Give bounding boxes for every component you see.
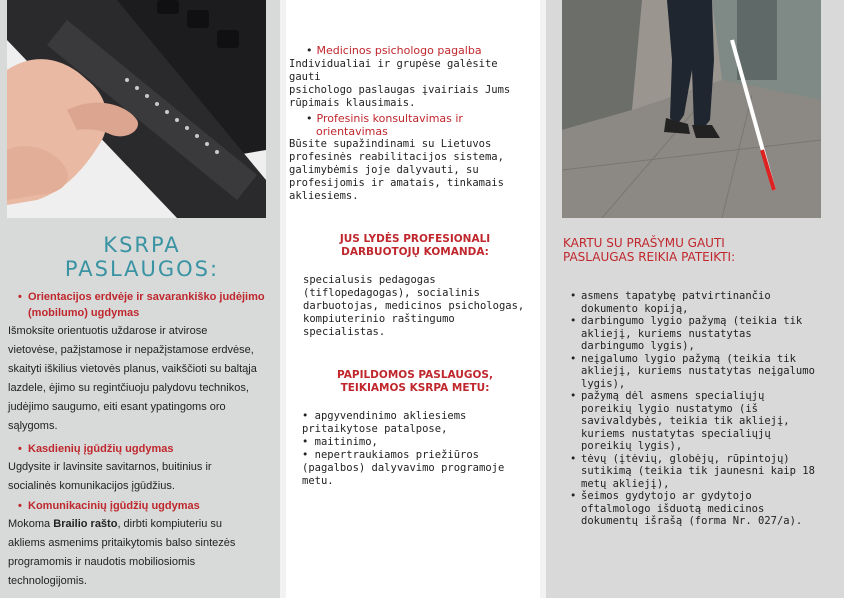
list-item: • asmens tapatybę patvirtinančio dokumento kopiją, bbox=[567, 290, 835, 315]
text-line: poreikių lygio nustatymo (iš bbox=[581, 402, 759, 415]
additional-services-heading-line2: TEIKIAMOS KSRPA METU: bbox=[340, 382, 490, 394]
text-line: vietovėse, pažįstamose ir nepažįstamose erdvėse, bbox=[8, 344, 254, 356]
service-communication-text bbox=[8, 515, 280, 591]
fold-gutter-left bbox=[280, 0, 286, 598]
list-item: • maitinimo, bbox=[302, 436, 378, 448]
text-line: akliesiems. bbox=[289, 190, 359, 202]
text-line: savivaldybės, teikia tik akliejį, bbox=[581, 415, 790, 427]
text-line: dokumentų išrašą (forma Nr. 027/a). bbox=[581, 515, 803, 527]
list-item: • pažymą dėl asmens specialiųjų poreikių lygio nustatymo (iš savivaldybės, teikia tik akliejį, kuriems nustatytas specialiųjų poreikių lygis), bbox=[567, 390, 835, 453]
text-line: sąlygoms. bbox=[8, 420, 58, 432]
list-item: (pagalbos) dalyvavimo programoje bbox=[302, 462, 505, 474]
text-line: specialistas. bbox=[303, 326, 386, 338]
text-line: asmens tapatybę patvirtinančio bbox=[581, 290, 771, 302]
text-line: metų akliejį), bbox=[581, 477, 670, 490]
text-line: judėjimo saugumo, eiti esant ypatingoms oro bbox=[8, 401, 226, 413]
list-item: metu. bbox=[302, 475, 334, 487]
services-title bbox=[0, 233, 284, 281]
text-line: neįgalumo lygio pažymą (teikia tik bbox=[581, 352, 796, 365]
career-counseling-text bbox=[289, 138, 535, 203]
team-text bbox=[303, 274, 549, 339]
list-item: • apgyvendinimo akliesiems bbox=[302, 410, 467, 422]
service-daily-skills-heading-text: Kasdienių įgūdžių ugdymas bbox=[28, 443, 174, 455]
text-line: akliems asmenims pritaikytomis balso sintezės bbox=[8, 537, 236, 549]
service-orientation-text bbox=[8, 322, 280, 436]
service-daily-skills-text bbox=[8, 458, 280, 496]
text-line: galimybėmis joje dalyvauti, su bbox=[289, 164, 479, 176]
additional-services-heading bbox=[290, 369, 540, 395]
text-line: (tiflopedagogas), socialinis bbox=[303, 287, 481, 299]
white-cane-photo bbox=[562, 0, 821, 218]
documents-heading-line1: KARTU SU PRAŠYMU GAUTI bbox=[563, 236, 725, 250]
list-item: pritaikytose patalpose, bbox=[302, 423, 448, 435]
service-communication-heading: • Komunikacinių įgūdžių ugdymas bbox=[18, 500, 200, 512]
text-line: dokumento kopiją, bbox=[581, 302, 689, 315]
text-line: Išmoksite orientuotis uždarose ir atvirose bbox=[8, 325, 208, 337]
list-item: • šeimos gydytojo ar gydytojo oftalmologo išduotą medicinos dokumentų išrašą (forma Nr. 027/a). bbox=[567, 490, 835, 528]
services-title-line2: PASLAUGOS: bbox=[64, 257, 220, 281]
team-heading-line1: JUS LYDĖS PROFESIONALI bbox=[339, 233, 491, 245]
list-item: • darbingumo lygio pažymą (teikia tik akliejį, kuriems nustatytas darbingumo lygis), bbox=[567, 315, 835, 353]
text-line: kompiuterinio raštingumo bbox=[303, 313, 455, 325]
team-heading-line2: DARBUOTOJŲ KOMANDA: bbox=[341, 246, 489, 258]
text-line: oftalmologo išduotą medicinos bbox=[581, 502, 765, 515]
text-line: akliejį, kuriems nustatytas bbox=[581, 327, 752, 340]
text-line: sutikimą (teikia tik jaunesni kaip 18 bbox=[581, 465, 815, 477]
additional-services-list bbox=[302, 410, 538, 488]
career-counseling-heading: • Profesinis konsultavimas ir orientavimas bbox=[306, 112, 463, 138]
text-fragment: Mokoma bbox=[8, 518, 54, 530]
text-line: poreikių lygis), bbox=[581, 440, 683, 452]
text-line: pažymą dėl asmens specialiųjų bbox=[581, 390, 765, 402]
service-orientation-heading-a: Orientacijos erdvėje ir savarankiško judėjimo bbox=[28, 291, 265, 303]
text-line: darbuotojas, medicinos psichologas, bbox=[303, 300, 525, 312]
text-line: šeimos gydytojo ar gydytojo bbox=[581, 490, 752, 502]
service-daily-skills-heading: • Kasdienių įgūdžių ugdymas bbox=[18, 443, 174, 455]
text-line: Būsite supažindinami su Lietuvos bbox=[289, 138, 492, 150]
text-line: specialusis pedagogas bbox=[303, 274, 436, 286]
team-heading bbox=[290, 233, 540, 259]
text-line: rūpimais klausimais. bbox=[289, 97, 416, 109]
text-line: darbingumo lygis), bbox=[581, 340, 695, 352]
list-item: • nepertraukiamos priežiūros bbox=[302, 449, 480, 461]
text-line: Individualiai ir grupėse galėsite gauti bbox=[289, 58, 498, 83]
text-line: skaityti iškilius vietovės planus, vaikščioti su baltąja bbox=[8, 363, 257, 375]
text-line bbox=[8, 515, 280, 534]
text-line: akliejį, kuriems nustatytas neįgalumo bbox=[581, 365, 815, 377]
text-line: technologijomis. bbox=[8, 575, 87, 587]
career-counseling-heading-b: orientavimas bbox=[316, 125, 388, 138]
psychologist-text bbox=[289, 58, 535, 110]
additional-services-heading-line1: PAPILDOMOS PASLAUGOS, bbox=[337, 369, 493, 381]
list-item: • neįgalumo lygio pažymą (teikia tik akliejį, kuriems nustatytas neįgalumo lygis), bbox=[567, 353, 835, 391]
service-communication-heading-text: Komunikacinių įgūdžių ugdymas bbox=[28, 500, 200, 512]
service-orientation-heading-b: (mobilumo) ugdymas bbox=[28, 307, 140, 319]
text-line: profesinės reabilitacijos sistema, bbox=[289, 151, 504, 163]
text-line: darbingumo lygio pažymą (teikia tik bbox=[581, 315, 803, 327]
services-title-line1: KSRPA bbox=[103, 233, 181, 257]
text-line: lygis), bbox=[581, 377, 626, 390]
text-line: psichologo paslaugas įvairiais Jums bbox=[289, 84, 511, 96]
text-line: profesijomis ir amatais, tinkamais bbox=[289, 177, 504, 189]
service-orientation-heading: • Orientacijos erdvėje ir savarankiško judėjimo (mobilumo) ugdymas bbox=[18, 291, 265, 319]
text-line: programomis ir naudotis mobiliosiomis bbox=[8, 556, 196, 568]
documents-heading bbox=[563, 236, 833, 264]
required-documents-list bbox=[567, 290, 835, 528]
braille-emphasis: Brailio rašto bbox=[53, 518, 118, 530]
list-item: • tėvų (įtėvių, globėjų, rūpintojų) sutikimą (teikia tik jaunesni kaip 18 metų akliejį), bbox=[567, 453, 835, 491]
psychologist-heading: • Medicinos psichologo pagalba bbox=[306, 44, 482, 57]
text-line: socialinės komunikacijos įgūdžius. bbox=[8, 480, 175, 492]
text-line: kuriems nustatytas specialiųjų bbox=[581, 427, 771, 440]
psychologist-heading-text: Medicinos psichologo pagalba bbox=[316, 44, 482, 57]
text-line: lazdele, ėjimo su regintčiuoju palydovu technikos, bbox=[8, 382, 249, 394]
text-fragment: , dirbti kompiuteriu su bbox=[117, 518, 222, 530]
braille-display-photo bbox=[7, 0, 266, 218]
career-counseling-heading-a: Profesinis konsultavimas ir bbox=[316, 112, 463, 125]
documents-heading-line2: PASLAUGAS REIKIA PATEIKTI: bbox=[563, 250, 736, 264]
text-line: Ugdysite ir lavinsite savitarnos, buitinius ir bbox=[8, 461, 212, 473]
text-line: tėvų (įtėvių, globėjų, rūpintojų) bbox=[581, 452, 790, 465]
